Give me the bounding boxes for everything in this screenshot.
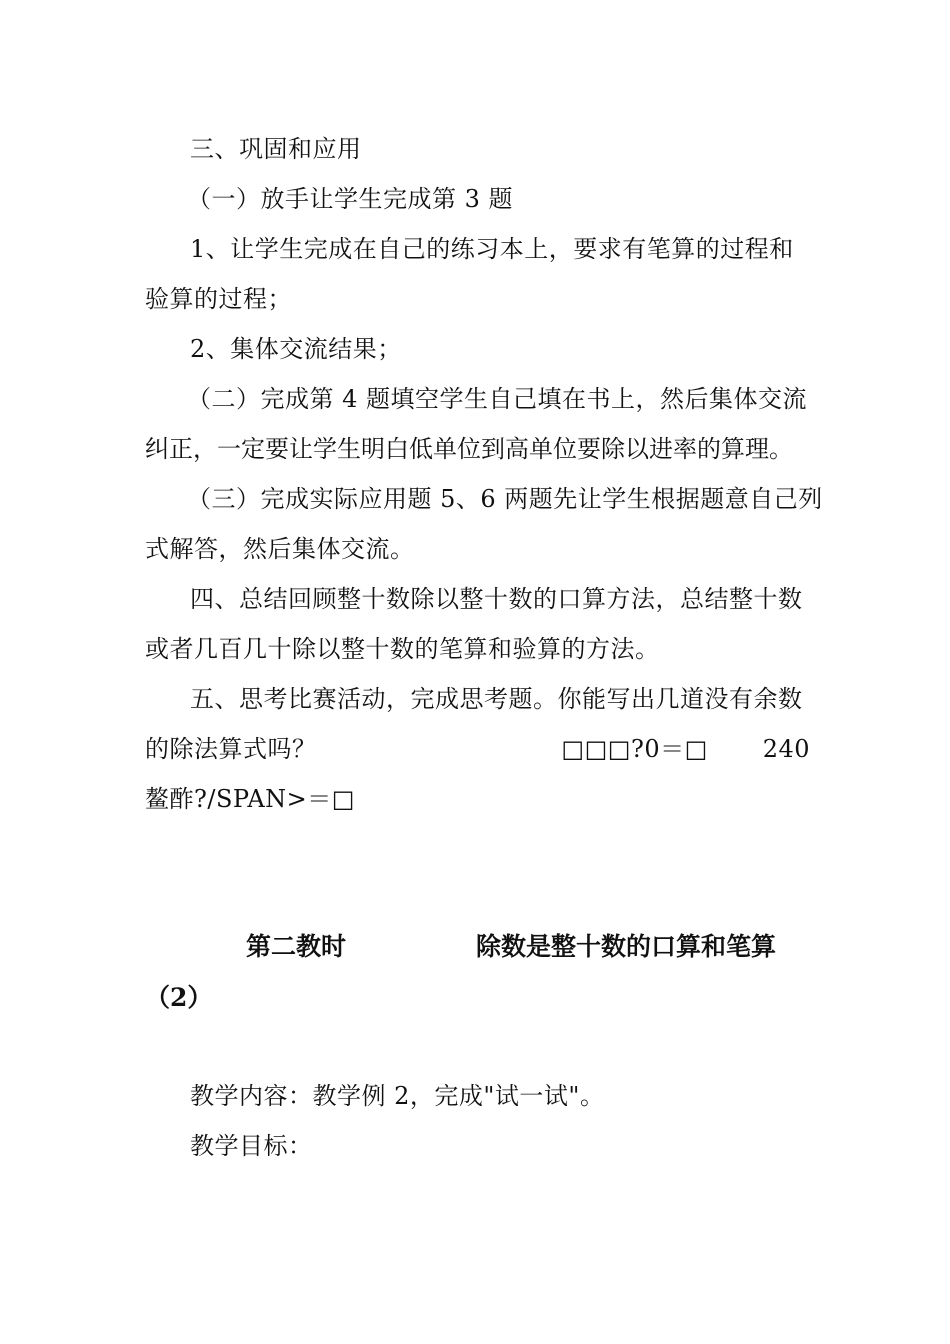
number-text: 240 [762, 735, 810, 763]
section-4-line-2: 或者几百几十除以整十数的笔算和验算的方法。 [145, 635, 660, 663]
lesson-heading-left: 第二教时 [246, 932, 347, 961]
sub-item-3-line-2: 式解答，然后集体交流。 [145, 535, 415, 563]
sub-item-1: （一）放手让学生完成第 3 题 [187, 185, 514, 213]
sub-item-2-line-1: （二）完成第 4 题填空学生自己填在书上，然后集体交流 [187, 385, 808, 413]
sub-item-2-line-2: 纠正，一定要让学生明白低单位到高单位要除以进率的算理。 [145, 435, 793, 463]
lesson-heading-right: 除数是整十数的口算和笔算 [476, 932, 777, 961]
section-5-line-3: 鳌酢?/SPAN>＝□ [145, 785, 355, 813]
question-text: 的除法算式吗？ [145, 735, 317, 763]
item-1-line-1: 1、让学生完成在自己的练习本上，要求有笔算的过程和 [190, 235, 794, 263]
item-1-line-2: 验算的过程； [145, 285, 292, 313]
item-2: 2、集体交流结果； [190, 335, 402, 363]
section-5-line-1: 五、思考比赛活动，完成思考题。你能写出几道没有余数 [190, 685, 803, 713]
teaching-content: 教学内容：教学例 2，完成"试一试"。 [190, 1082, 605, 1110]
section-4-line-1: 四、总结回顾整十数除以整十数的口算方法，总结整十数 [190, 585, 803, 613]
formula-text: □□□?0＝□ [561, 735, 708, 763]
sub-item-3-line-1: （三）完成实际应用题 5、6 两题先让学生根据题意自己列 [187, 485, 823, 513]
teaching-objectives: 教学目标： [190, 1132, 313, 1160]
lesson-heading-suffix: （2） [145, 983, 213, 1012]
section-3-title: 三、巩固和应用 [190, 135, 362, 163]
section-5-line-2 [145, 732, 810, 766]
